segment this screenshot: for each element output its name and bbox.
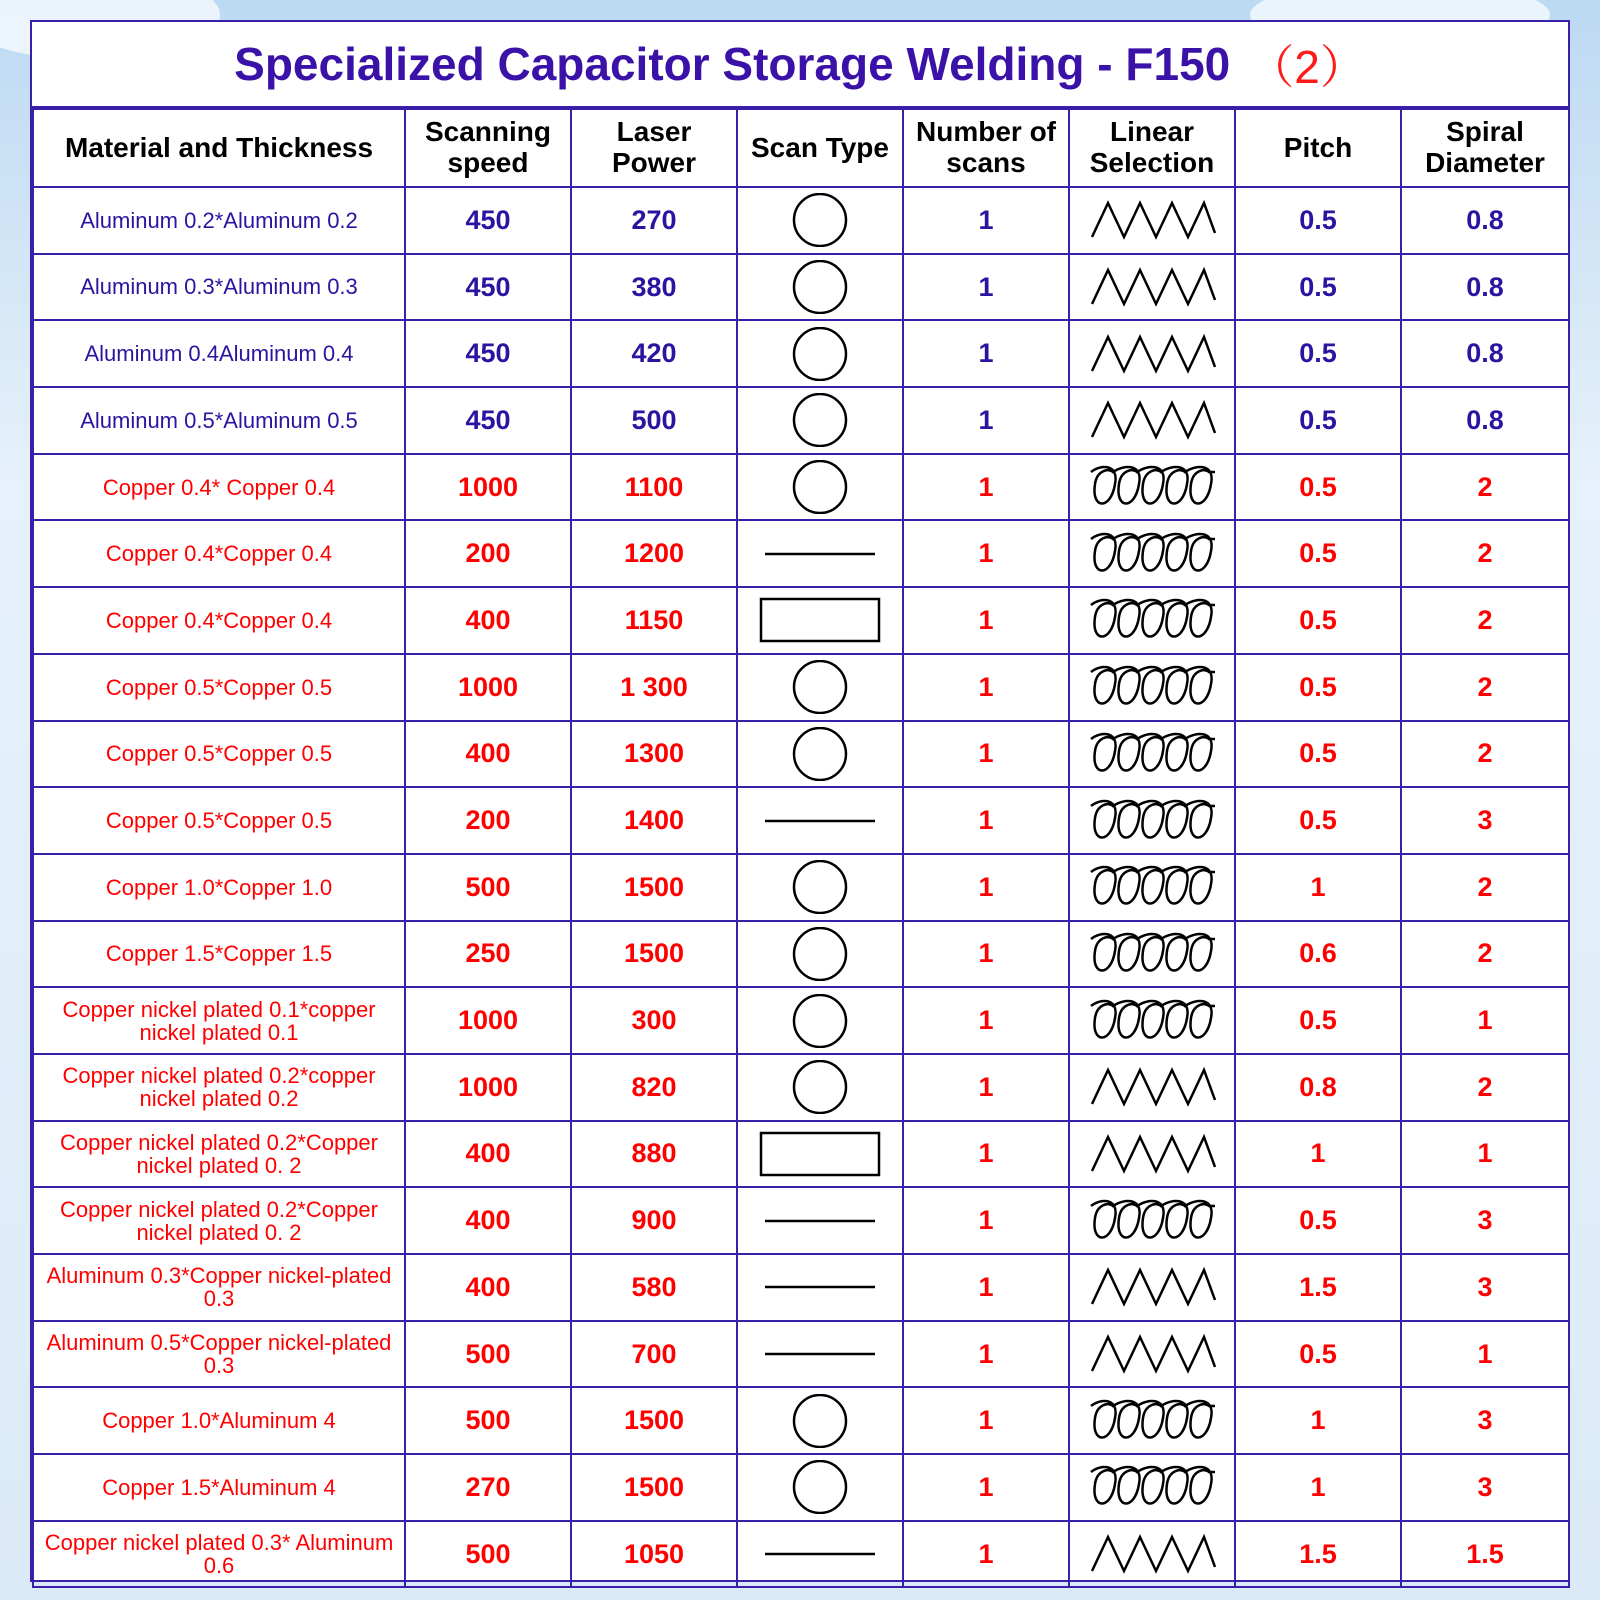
linear-cell	[1069, 1187, 1235, 1254]
table-row	[33, 1521, 1569, 1588]
header-material: Material and Thickness	[33, 109, 405, 187]
spiral-icon	[1087, 460, 1217, 514]
spiral-icon	[1087, 1460, 1217, 1514]
material-cell: Copper nickel plated 0.2*Copper nickel plated 0. 2	[33, 1121, 405, 1188]
linear-cell	[1069, 1321, 1235, 1388]
scan-type-cell	[737, 1387, 903, 1454]
speed-cell: 250	[405, 921, 571, 988]
speed-cell: 500	[405, 1321, 571, 1388]
diameter-cell: 2	[1401, 654, 1569, 721]
speed-cell: 400	[405, 721, 571, 788]
scan-type-cell	[737, 254, 903, 321]
linear-cell	[1069, 387, 1235, 454]
pitch-cell: 1	[1235, 1454, 1401, 1521]
pitch-cell: 0.5	[1235, 721, 1401, 788]
parameter-sheet	[30, 20, 1570, 1582]
diameter-cell: 3	[1401, 1254, 1569, 1321]
spiral-icon	[1087, 660, 1217, 714]
header-scans: Number of scans	[903, 109, 1069, 187]
header-diameter: Spiral Diameter	[1401, 109, 1569, 187]
linear-cell	[1069, 1121, 1235, 1188]
speed-cell: 1000	[405, 1054, 571, 1121]
diameter-cell: 1	[1401, 1321, 1569, 1388]
power-cell: 1050	[571, 1521, 737, 1588]
pitch-cell: 0.6	[1235, 921, 1401, 988]
scan-type-cell	[737, 654, 903, 721]
linear-cell	[1069, 921, 1235, 988]
rectangle-icon	[755, 1127, 885, 1181]
power-cell: 820	[571, 1054, 737, 1121]
scan-type-cell	[737, 1187, 903, 1254]
diameter-cell: 2	[1401, 854, 1569, 921]
pitch-cell: 0.5	[1235, 254, 1401, 321]
power-cell: 420	[571, 320, 737, 387]
diameter-cell: 0.8	[1401, 387, 1569, 454]
pitch-cell: 1	[1235, 1387, 1401, 1454]
pitch-cell: 0.5	[1235, 1187, 1401, 1254]
zigzag-icon	[1087, 1527, 1217, 1581]
table-row	[33, 254, 1569, 321]
circle-icon	[755, 1060, 885, 1114]
pitch-cell: 0.5	[1235, 187, 1401, 254]
speed-cell: 400	[405, 1254, 571, 1321]
scans-cell: 1	[903, 320, 1069, 387]
linear-cell	[1069, 1254, 1235, 1321]
scans-cell: 1	[903, 387, 1069, 454]
zigzag-icon	[1087, 1060, 1217, 1114]
scans-cell: 1	[903, 1521, 1069, 1588]
linear-cell	[1069, 654, 1235, 721]
material-cell: Copper 0.5*Copper 0.5	[33, 721, 405, 788]
speed-cell: 400	[405, 1187, 571, 1254]
speed-cell: 1000	[405, 454, 571, 521]
spiral-icon	[1087, 794, 1217, 848]
scans-cell: 1	[903, 1187, 1069, 1254]
diameter-cell: 3	[1401, 1387, 1569, 1454]
table-row	[33, 854, 1569, 921]
pitch-cell: 0.5	[1235, 387, 1401, 454]
pitch-cell: 0.5	[1235, 454, 1401, 521]
speed-cell: 400	[405, 587, 571, 654]
speed-cell: 200	[405, 520, 571, 587]
scan-type-cell	[737, 387, 903, 454]
diameter-cell: 2	[1401, 587, 1569, 654]
power-cell: 1500	[571, 921, 737, 988]
spiral-icon	[1087, 527, 1217, 581]
circle-icon	[755, 260, 885, 314]
power-cell: 300	[571, 987, 737, 1054]
pitch-cell: 0.5	[1235, 320, 1401, 387]
title-text: Specialized Capacitor Storage Welding - F150	[234, 38, 1231, 90]
zigzag-icon	[1087, 1327, 1217, 1381]
material-cell: Copper 0.4* Copper 0.4	[33, 454, 405, 521]
scans-cell: 1	[903, 721, 1069, 788]
table-row	[33, 1054, 1569, 1121]
scan-type-cell	[737, 1254, 903, 1321]
table-row	[33, 454, 1569, 521]
line-icon	[755, 1527, 885, 1581]
linear-cell	[1069, 987, 1235, 1054]
pitch-cell: 0.8	[1235, 1054, 1401, 1121]
power-cell: 1400	[571, 787, 737, 854]
table-row	[33, 187, 1569, 254]
line-icon	[755, 1327, 885, 1381]
zigzag-icon	[1087, 1260, 1217, 1314]
material-cell: Copper 1.5*Copper 1.5	[33, 921, 405, 988]
power-cell: 580	[571, 1254, 737, 1321]
power-cell: 1500	[571, 854, 737, 921]
table-row	[33, 587, 1569, 654]
power-cell: 900	[571, 1187, 737, 1254]
material-cell: Copper 1.5*Aluminum 4	[33, 1454, 405, 1521]
scans-cell: 1	[903, 187, 1069, 254]
header-pitch: Pitch	[1235, 109, 1401, 187]
line-icon	[755, 794, 885, 848]
header-scan-type: Scan Type	[737, 109, 903, 187]
material-cell: Copper 0.5*Copper 0.5	[33, 654, 405, 721]
scan-type-cell	[737, 1521, 903, 1588]
scans-cell: 1	[903, 987, 1069, 1054]
title-suffix: （2）	[1248, 41, 1366, 93]
linear-cell	[1069, 787, 1235, 854]
diameter-cell: 3	[1401, 787, 1569, 854]
linear-cell	[1069, 587, 1235, 654]
linear-cell	[1069, 1387, 1235, 1454]
circle-icon	[755, 393, 885, 447]
table-body	[33, 187, 1569, 1587]
pitch-cell: 0.5	[1235, 1321, 1401, 1388]
speed-cell: 500	[405, 854, 571, 921]
scan-type-cell	[737, 1054, 903, 1121]
table-row	[33, 721, 1569, 788]
speed-cell: 450	[405, 387, 571, 454]
diameter-cell: 2	[1401, 454, 1569, 521]
scans-cell: 1	[903, 1321, 1069, 1388]
diameter-cell: 3	[1401, 1454, 1569, 1521]
speed-cell: 1000	[405, 987, 571, 1054]
speed-cell: 500	[405, 1387, 571, 1454]
table-row	[33, 520, 1569, 587]
scan-type-cell	[737, 454, 903, 521]
power-cell: 880	[571, 1121, 737, 1188]
table-row	[33, 1387, 1569, 1454]
diameter-cell: 0.8	[1401, 187, 1569, 254]
power-cell: 1300	[571, 721, 737, 788]
speed-cell: 450	[405, 187, 571, 254]
speed-cell: 270	[405, 1454, 571, 1521]
power-cell: 1150	[571, 587, 737, 654]
power-cell: 1500	[571, 1387, 737, 1454]
power-cell: 1500	[571, 1454, 737, 1521]
table-header-row	[33, 109, 1569, 187]
spiral-icon	[1087, 593, 1217, 647]
speed-cell: 450	[405, 254, 571, 321]
scans-cell: 1	[903, 1254, 1069, 1321]
page-title	[32, 22, 1568, 108]
scans-cell: 1	[903, 854, 1069, 921]
scans-cell: 1	[903, 787, 1069, 854]
scan-type-cell	[737, 987, 903, 1054]
header-linear: Linear Selection	[1069, 109, 1235, 187]
spiral-icon	[1087, 1394, 1217, 1448]
spiral-icon	[1087, 860, 1217, 914]
circle-icon	[755, 727, 885, 781]
scan-type-cell	[737, 787, 903, 854]
scan-type-cell	[737, 854, 903, 921]
linear-cell	[1069, 854, 1235, 921]
header-power: Laser Power	[571, 109, 737, 187]
linear-cell	[1069, 721, 1235, 788]
linear-cell	[1069, 454, 1235, 521]
welding-parameter-table	[32, 108, 1570, 1588]
scan-type-cell	[737, 520, 903, 587]
linear-cell	[1069, 520, 1235, 587]
material-cell: Copper nickel plated 0.3* Aluminum 0.6	[33, 1521, 405, 1588]
speed-cell: 1000	[405, 654, 571, 721]
circle-icon	[755, 660, 885, 714]
material-cell: Copper 0.4*Copper 0.4	[33, 520, 405, 587]
speed-cell: 500	[405, 1521, 571, 1588]
scans-cell: 1	[903, 520, 1069, 587]
pitch-cell: 0.5	[1235, 654, 1401, 721]
pitch-cell: 0.5	[1235, 787, 1401, 854]
spiral-icon	[1087, 1194, 1217, 1248]
material-cell: Copper 1.0*Aluminum 4	[33, 1387, 405, 1454]
zigzag-icon	[1087, 327, 1217, 381]
pitch-cell: 0.5	[1235, 987, 1401, 1054]
scans-cell: 1	[903, 454, 1069, 521]
pitch-cell: 1.5	[1235, 1521, 1401, 1588]
scan-type-cell	[737, 1321, 903, 1388]
material-cell: Copper 1.0*Copper 1.0	[33, 854, 405, 921]
diameter-cell: 0.8	[1401, 320, 1569, 387]
linear-cell	[1069, 187, 1235, 254]
table-row	[33, 654, 1569, 721]
pitch-cell: 1	[1235, 854, 1401, 921]
circle-icon	[755, 994, 885, 1048]
power-cell: 1100	[571, 454, 737, 521]
diameter-cell: 0.8	[1401, 254, 1569, 321]
spiral-icon	[1087, 727, 1217, 781]
pitch-cell: 1.5	[1235, 1254, 1401, 1321]
scans-cell: 1	[903, 587, 1069, 654]
pitch-cell: 1	[1235, 1121, 1401, 1188]
zigzag-icon	[1087, 393, 1217, 447]
spiral-icon	[1087, 927, 1217, 981]
header-speed: Scanning speed	[405, 109, 571, 187]
circle-icon	[755, 860, 885, 914]
table-row	[33, 1254, 1569, 1321]
rectangle-icon	[755, 593, 885, 647]
linear-cell	[1069, 1054, 1235, 1121]
diameter-cell: 2	[1401, 520, 1569, 587]
circle-icon	[755, 460, 885, 514]
material-cell: Copper nickel plated 0.1*copper nickel plated 0.1	[33, 987, 405, 1054]
diameter-cell: 2	[1401, 1054, 1569, 1121]
scan-type-cell	[737, 587, 903, 654]
zigzag-icon	[1087, 260, 1217, 314]
material-cell: Aluminum 0.2*Aluminum 0.2	[33, 187, 405, 254]
scans-cell: 1	[903, 654, 1069, 721]
scans-cell: 1	[903, 921, 1069, 988]
table-row	[33, 1454, 1569, 1521]
table-row	[33, 787, 1569, 854]
material-cell: Aluminum 0.4Aluminum 0.4	[33, 320, 405, 387]
material-cell: Copper nickel plated 0.2*Copper nickel plated 0. 2	[33, 1187, 405, 1254]
diameter-cell: 2	[1401, 921, 1569, 988]
scans-cell: 1	[903, 1454, 1069, 1521]
scan-type-cell	[737, 320, 903, 387]
circle-icon	[755, 1460, 885, 1514]
diameter-cell: 1	[1401, 1121, 1569, 1188]
material-cell: Aluminum 0.3*Copper nickel-plated 0.3	[33, 1254, 405, 1321]
line-icon	[755, 1194, 885, 1248]
material-cell: Aluminum 0.5*Copper nickel-plated 0.3	[33, 1321, 405, 1388]
speed-cell: 200	[405, 787, 571, 854]
material-cell: Aluminum 0.3*Aluminum 0.3	[33, 254, 405, 321]
table-row	[33, 987, 1569, 1054]
power-cell: 1 300	[571, 654, 737, 721]
scan-type-cell	[737, 921, 903, 988]
linear-cell	[1069, 254, 1235, 321]
linear-cell	[1069, 1454, 1235, 1521]
circle-icon	[755, 1394, 885, 1448]
diameter-cell: 1.5	[1401, 1521, 1569, 1588]
table-row	[33, 320, 1569, 387]
spiral-icon	[1087, 994, 1217, 1048]
circle-icon	[755, 327, 885, 381]
scans-cell: 1	[903, 1387, 1069, 1454]
zigzag-icon	[1087, 193, 1217, 247]
material-cell: Copper 0.5*Copper 0.5	[33, 787, 405, 854]
diameter-cell: 3	[1401, 1187, 1569, 1254]
power-cell: 500	[571, 387, 737, 454]
material-cell: Copper nickel plated 0.2*copper nickel plated 0.2	[33, 1054, 405, 1121]
circle-icon	[755, 193, 885, 247]
scan-type-cell	[737, 721, 903, 788]
table-row	[33, 1321, 1569, 1388]
scans-cell: 1	[903, 254, 1069, 321]
line-icon	[755, 527, 885, 581]
pitch-cell: 0.5	[1235, 587, 1401, 654]
table-row	[33, 1121, 1569, 1188]
scans-cell: 1	[903, 1121, 1069, 1188]
table-row	[33, 387, 1569, 454]
pitch-cell: 0.5	[1235, 520, 1401, 587]
scan-type-cell	[737, 187, 903, 254]
power-cell: 1200	[571, 520, 737, 587]
speed-cell: 400	[405, 1121, 571, 1188]
power-cell: 270	[571, 187, 737, 254]
linear-cell	[1069, 1521, 1235, 1588]
zigzag-icon	[1087, 1127, 1217, 1181]
scan-type-cell	[737, 1454, 903, 1521]
scans-cell: 1	[903, 1054, 1069, 1121]
power-cell: 700	[571, 1321, 737, 1388]
linear-cell	[1069, 320, 1235, 387]
scan-type-cell	[737, 1121, 903, 1188]
material-cell: Aluminum 0.5*Aluminum 0.5	[33, 387, 405, 454]
power-cell: 380	[571, 254, 737, 321]
diameter-cell: 2	[1401, 721, 1569, 788]
speed-cell: 450	[405, 320, 571, 387]
circle-icon	[755, 927, 885, 981]
material-cell: Copper 0.4*Copper 0.4	[33, 587, 405, 654]
diameter-cell: 1	[1401, 987, 1569, 1054]
table-row	[33, 921, 1569, 988]
table-row	[33, 1187, 1569, 1254]
line-icon	[755, 1260, 885, 1314]
